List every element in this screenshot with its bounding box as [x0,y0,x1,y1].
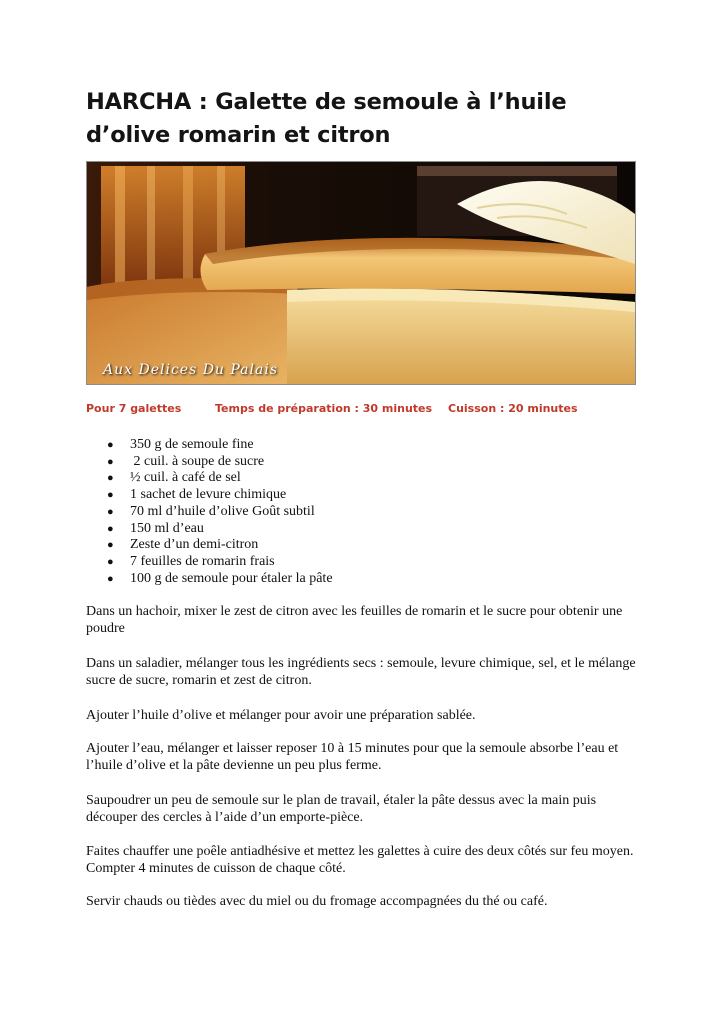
servings-label: Pour 7 galettes [86,402,182,415]
bullet-icon: ● [107,522,114,535]
step-paragraph: Saupoudrer un peu de semoule sur le plan de travail, étaler la pâte dessus avec la main puis découper des cercles à l’aide d’un emporte-pièce. [86,793,597,825]
list-item: ● 7 feuilles de romarin frais [107,553,275,569]
list-item: ● ½ cuil. à café de sel [107,470,241,486]
recipe-photo [86,161,636,385]
list-item: ● 350 g de semoule fine [107,437,254,452]
bullet-icon: ● [107,439,114,451]
list-item: ● Zeste d’un demi-citron [107,537,259,553]
step-paragraph: Ajouter l’eau, mélanger et laisser reposer 10 à 15 minutes pour que la semoule absorbe l’eau et l’huile d’olive et la pâte devienne un peu plus ferme. [86,741,619,773]
step-paragraph: Ajouter l’huile d’olive et mélanger pour avoir une préparation sablée. [86,708,476,723]
step-paragraph: Dans un hachoir, mixer le zest de citron avec les feuilles de romarin et le sucre pour obtenir une poudre [86,604,623,636]
bullet-icon: ● [107,539,114,552]
step-paragraph: Servir chauds ou tièdes avec du miel ou du fromage accompagnées du thé ou café. [86,894,548,909]
bullet-icon: ● [107,489,114,502]
step-paragraph: Dans un saladier, mélanger tous les ingrédients secs : semoule, levure chimique, sel, et le mélange sucre de sucre, romarin et zest de citron. [86,656,636,688]
photo-watermark: Aux Delices Du Palais [103,362,279,378]
cook-time-label: Cuisson : 20 minutes [448,402,578,415]
ingredients-list [86,437,333,587]
list-item: ● 150 ml d’eau [107,520,204,536]
bullet-icon: ● [107,455,114,468]
recipe-info-bar [0,402,725,418]
bullet-icon: ● [107,555,114,568]
list-item: ● 2 cuil. à soupe de sucre [107,453,265,469]
bullet-icon: ● [107,472,114,485]
step-paragraph: Faites chauffer une poêle antiadhésive et mettez les galettes à cuire des deux côtés sur feu moyen. Compter 4 minutes de cuisson de chaque côté. [86,844,634,876]
list-item: ● 70 ml d’huile d’olive Goût subtil [107,503,315,519]
bullet-icon: ● [107,505,114,518]
bullet-icon: ● [107,572,114,585]
list-item: ● 1 sachet de levure chimique [107,487,287,503]
recipe-title: HARCHA : Galette de semoule à l’huile d’olive romarin et citron [86,89,567,148]
list-item: ● 100 g de semoule pour étaler la pâte [107,570,333,586]
prep-time-label: Temps de préparation : 30 minutes [215,402,433,415]
